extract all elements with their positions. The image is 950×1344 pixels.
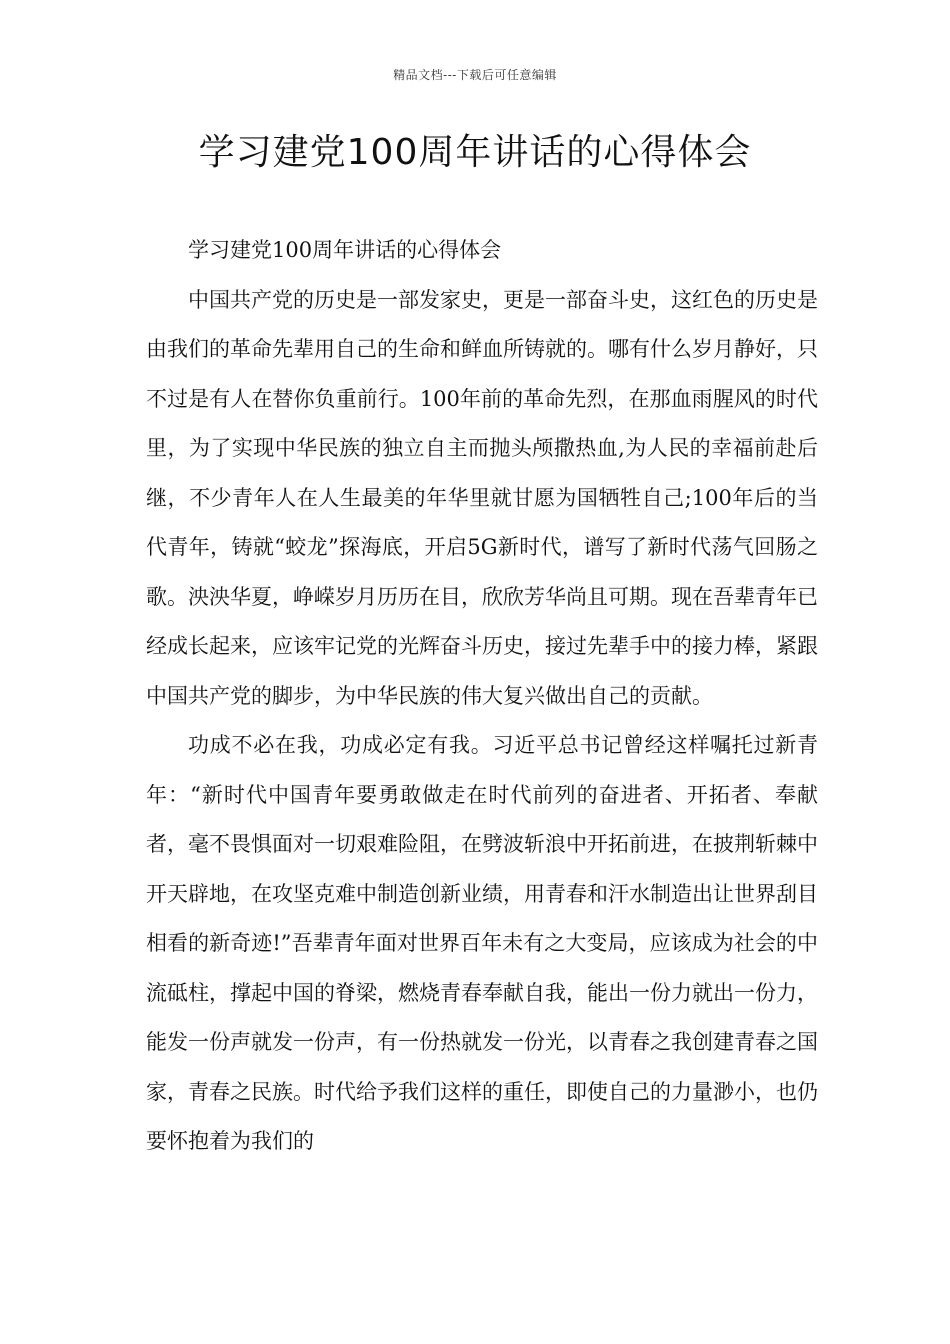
paragraph: 中国共产党的历史是一部发家史，更是一部奋斗史，这红色的历史是由我们的革命先辈用自己的生命和鲜血所铸就的。哪有什么岁月静好，只不过是有人在替你负重前行。100年前的革命先烈，在那血雨腥风的时代里，为了实现中华民族的独立自主而抛头颅撒热血,为人民的幸福前赴后继，不少青年人在人生最美的年华里就甘愿为国牺牲自己;100年后的当代青年，铸就“蛟龙”探海底，开启5G新时代，谱写了新时代荡气回肠之歌。泱泱华夏，峥嵘岁月历历在目，欣欣芳华尚且可期。现在吾辈青年已经成长起来，应该牢记党的光辉奋斗历史，接过先辈手中的接力棒，紧跟中国共产党的脚步，为中华民族的伟大复兴做出自己的贡献。 (146, 287, 818, 708)
header-note: 精品文档---下载后可任意编辑 (393, 68, 557, 82)
document-body (146, 226, 818, 1167)
document-title: 学习建党100周年讲话的心得体会 (198, 132, 752, 173)
paragraph-subtitle: 学习建党100周年讲话的心得体会 (188, 238, 502, 262)
paragraph: 功成不必在我，功成必定有我。习近平总书记曾经这样嘱托过新青年：“新时代中国青年要勇敢做走在时代前列的奋进者、开拓者、奉献者，毫不畏惧面对一切艰难险阻，在劈波斩浪中开拓前进，在披荆斩棘中开天辟地，在攻坚克难中制造创新业绩，用青春和汗水制造出让世界刮目相看的新奇迹!”吾辈青年面对世界百年未有之大变局，应该成为社会的中流砥柱，撑起中国的脊梁，燃烧青春奉献自我，能出一份力就出一份力，能发一份声就发一份声，有一份热就发一份光，以青春之我创建青春之国家，青春之民族。时代给予我们这样的重任，即使自己的力量渺小，也仍要怀抱着为我们的 (146, 733, 818, 1153)
